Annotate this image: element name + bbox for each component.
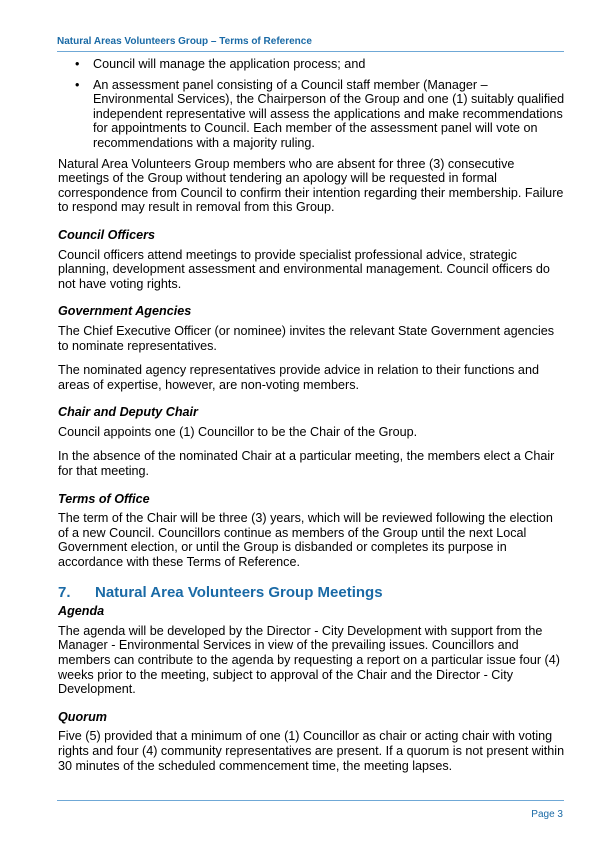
section-number: 7. [58, 583, 71, 601]
government-agencies-heading: Government Agencies [58, 304, 192, 319]
bullet-list [58, 57, 566, 151]
chair-heading: Chair and Deputy Chair [58, 405, 198, 420]
chair-text-1: Council appoints one (1) Councillor to be the Chair of the Group. [58, 424, 418, 439]
council-officers-text: Council officers attend meetings to provide specialist professional advice, strategic planning, development assessment and environmental management. Council officers do not have voting rights. [58, 247, 550, 291]
government-agencies-text-2: The nominated agency representatives provide advice in relation to their functions and areas of expertise, however, are non-voting members. [58, 363, 539, 392]
agenda-text: The agenda will be developed by the Director - City Development with support from the Manager - Environmental Services in view of the prevailing issues. Councillors and members can contribute to the agenda by requesting a report on a particular issue four (4) weeks prior to the meeting, subject to approval of the Chair and the Director - City Development. [58, 623, 560, 697]
list-item [58, 57, 566, 72]
section-title: Natural Area Volunteers Group Meetings [95, 583, 383, 601]
footer-divider [57, 800, 564, 801]
quorum-text: Five (5) provided that a minimum of one (1) Councillor as chair or acting chair with voting rights and four (4) community representatives are present. If a quorum is not present within 30 minutes of the scheduled commencement time, the meeting lapses. [58, 729, 565, 773]
bullet-icon: • [75, 77, 80, 92]
bullet-text: An assessment panel consisting of a Council staff member (Manager – Environmental Services), the Chairperson of the Group and one (1) suitably qualified independent representative will assess the applications and make recommendations for appointments to Council. Each member of the assessment panel will vote on recommendations with a majority ruling. [93, 77, 565, 150]
terms-of-office-heading: Terms of Office [58, 491, 150, 506]
list-item [58, 78, 566, 151]
membership-absence-paragraph: Natural Area Volunteers Group members who are absent for three (3) consecutive meetings of the Group without tendering an apology will be requested in formal correspondence from Council to confirm their intention regarding their membership. Failure to respond may result in removal from this Group. [58, 156, 564, 215]
terms-of-office-text: The term of the Chair will be three (3) years, which will be reviewed following the election of a new Council. Councillors continue as members of the Group until the next Local Government election, or until the Group is disbanded or completes its purpose in accordance with these Terms of Reference. [58, 511, 553, 570]
section-7-heading [58, 583, 566, 601]
agenda-heading: Agenda [58, 604, 105, 619]
bullet-icon: • [75, 57, 80, 71]
page-number: Page 3 [531, 809, 563, 820]
document-body [58, 57, 566, 783]
council-officers-heading: Council Officers [58, 227, 156, 242]
government-agencies-text-1: The Chief Executive Officer (or nominee) invites the relevant State Government agencies to nominate representatives. [58, 323, 555, 353]
quorum-heading: Quorum [58, 709, 107, 724]
chair-text-2: In the absence of the nominated Chair at a particular meeting, the members elect a Chair for that meeting. [58, 449, 555, 479]
document-header-title: Natural Areas Volunteers Group – Terms of Reference [57, 36, 564, 52]
bullet-text: Council will manage the application process; and [93, 57, 366, 71]
